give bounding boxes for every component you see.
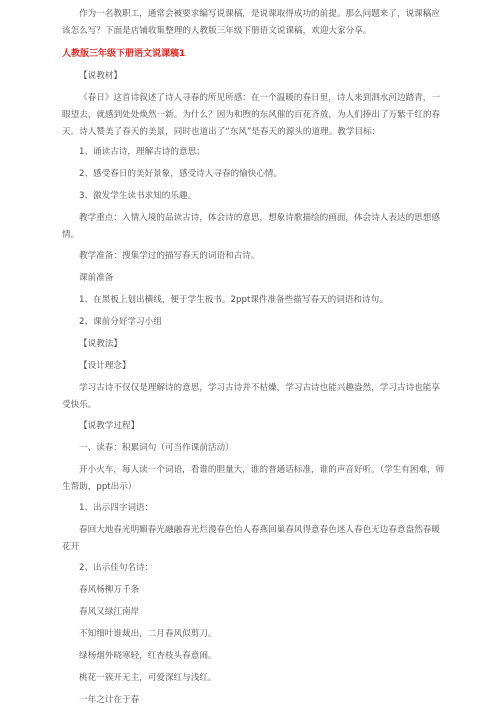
list-item: 1、出示四字词语： [79, 503, 154, 514]
list-item: 1、诵读古诗，理解古诗的意思； [79, 147, 205, 158]
paragraph: 学习古诗不仅仅是理解诗的意思，学习古诗并不枯燥，学习古诗也能兴趣盎然，学习古诗也能享受快乐。 [62, 382, 440, 410]
paragraph: 教学准备：搜集学过的描写春天的词语和古诗。 [79, 251, 260, 262]
poem-line: 一年之计在于春 [79, 694, 140, 705]
section-title: 人教版三年级下册语文说课稿1 [62, 49, 186, 60]
section-heading: 【设计理念】 [79, 360, 131, 371]
list-item: 1、在黑板上划出横线，便于学生板书。2ppt课件准备些描写春天的词语和诗句。 [79, 295, 388, 306]
paragraph: 《春日》这首诗叙述了诗人寻春的所见所感：在一个温暖的春日里，诗人来到泗水河边踏青，一眼望去，就感到处处焕然一新。为什么？因为和煦的东风催的百花齐放，为人们捧出了万紫千红的春天。诗人赞美了春天的美景，同时也道出了“东风”是春天的源头的道理。教学目标： [62, 92, 441, 137]
section-heading: 【说教学过程】 [79, 421, 140, 432]
paragraph: 一、读春：积累词句（可当作课前活动） [79, 442, 234, 453]
paragraph: 【说教材】 [79, 70, 122, 81]
list-item: 2、课前分好学习小组 [79, 317, 162, 328]
list-item: 3、激发学生读书求知的乐趣。 [79, 191, 197, 202]
intro-paragraph: 作为一名教职工，通常会被要求编写说课稿，是说课取得成功的前提。那么问题来了，说课稿应该怎么写？下面是店铺收集整理的人教版三年级下册语文说课稿，欢迎大家分享。 [62, 9, 440, 36]
section-heading: 【说教法】 [79, 339, 122, 350]
list-item: 2、出示佳句名诗： [79, 563, 154, 574]
paragraph: 课前准备 [79, 273, 114, 284]
paragraph: 春回大地春光明媚春光融融春光烂漫春色怡人春燕回巢春风得意春色迷人春色无边春意盎然春暖花开 [62, 525, 440, 552]
paragraph: 开小火车，每人读一个词语，看谁的胆量大，谁的普通话标准，谁的声音好听。（学生有困难，师生帮助，ppt出示） [62, 464, 445, 492]
paragraph: 教学重点：入情入境的品读古诗，体会诗的意思，想象诗歌描绘的画面，体会诗人表达的思想感情。 [62, 213, 440, 241]
poem-line: 春风杨柳万千条 [79, 585, 140, 596]
poem-line: 桃花一簇开无主，可爱深红与浅红。 [79, 672, 217, 683]
poem-line: 不知细叶谁裁出，二月春风似剪刀。 [79, 628, 217, 639]
poem-line: 绿杨烟外晓寒轻，红杏枝头春意闹。 [79, 650, 217, 661]
poem-line: 春风又绿江南岸 [79, 607, 140, 618]
list-item: 2、感受春日的美好景象，感受诗人寻春的愉快心情。 [79, 169, 283, 180]
